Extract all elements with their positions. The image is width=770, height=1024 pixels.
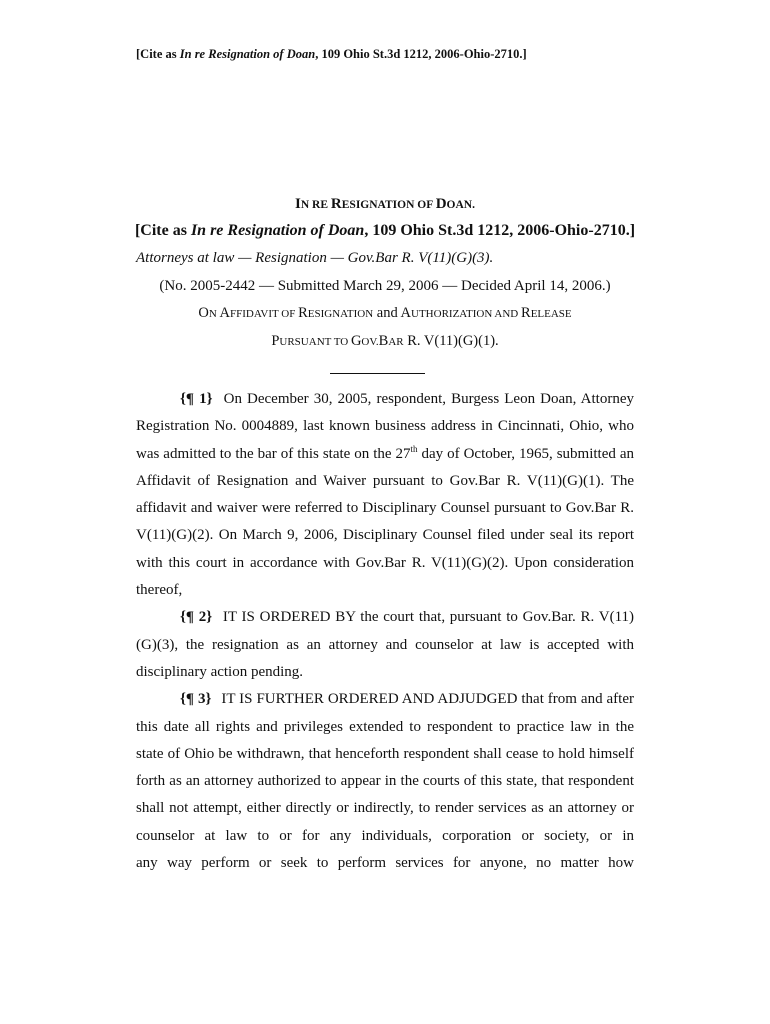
word: services [395,855,444,872]
header-citation: [Cite as In re Resignation of Doan, 109 Ohio St.3d 1212, 2006-Ohio-2710.] [136,47,527,61]
headnote: Attorneys at law — Resignation — Gov.Bar R. V(11)(G)(3). [136,250,494,266]
word: anyone, [479,855,527,872]
on-affidavit-line-2: PURSUANT TO GOV.BAR R. V(11)(G)(1). [271,333,499,349]
word: no [536,855,552,872]
paragraph-1: {¶ 1} On December 30, 2005, respondent, Burgess Leon Doan, Attorney Registration No. 0004889, last known business address in Cincinnati, Ohio, who was admitted to the bar of this state on the 27th day of October, 1965, submitted an Affidavit of Resignation and Waiver pursuant to Gov.Bar R. V(11)(G)(1). The affidavit and waiver were referred to Disciplinary Counsel pursuant to Gov.Bar R. V(11)(G)(2). On March 9, 2006, Disciplinary Counsel filed under seal its report with this court in accordance with Gov.Bar R. V(11)(G)(2). Upon consideration thereof, [136,391,634,599]
paragraph-3-continuation [136,850,634,877]
section-divider [330,373,425,374]
on-affidavit-line-1: ON AFFIDAVIT OF RESIGNATION and AUTHORIZATION AND RELEASE [198,305,572,321]
word: matter [560,855,599,872]
word: seek [280,855,308,872]
opinion-body [136,386,634,877]
citation-line: [Cite as In re Resignation of Doan, 109 Ohio St.3d 1212, 2006-Ohio-2710.] [134,222,636,239]
word: for [452,855,471,872]
paragraph-marker: {¶ 3} [180,691,212,708]
case-title: IN RE RESIGNATION OF DOAN. [295,196,475,212]
word: how [608,855,634,872]
word: or [258,855,272,872]
docket-line: (No. 2005-2442 — Submitted March 29, 2006 — Decided April 14, 2006.) [159,278,611,294]
word: way [166,855,192,872]
word: perform [337,855,386,872]
paragraph-marker: {¶ 1} [180,391,213,407]
word: perform [201,855,250,872]
word: to [316,855,329,872]
paragraph-marker: {¶ 2} [180,609,213,626]
word: any [136,855,158,872]
paragraph-3: {¶ 3} IT IS FURTHER ORDERED AND ADJUDGED that from and after this date all rights and privileges extended to respondent to practice law in the state of Ohio be withdrawn, that henceforth respondent shall cease to hold himself forth as an attorney authorized to appear in the courts of this state, that respondent shall not attempt, either directly or indirectly, to render services as an attorney or counselor at law to or for any individuals, corporation or society, or in [136,691,634,844]
paragraph-2: {¶ 2} IT IS ORDERED BY the court that, pursuant to Gov.Bar. R. V(11)(G)(3), the resignation as an attorney and counselor at law is accepted with disciplinary action pending. [136,609,635,680]
